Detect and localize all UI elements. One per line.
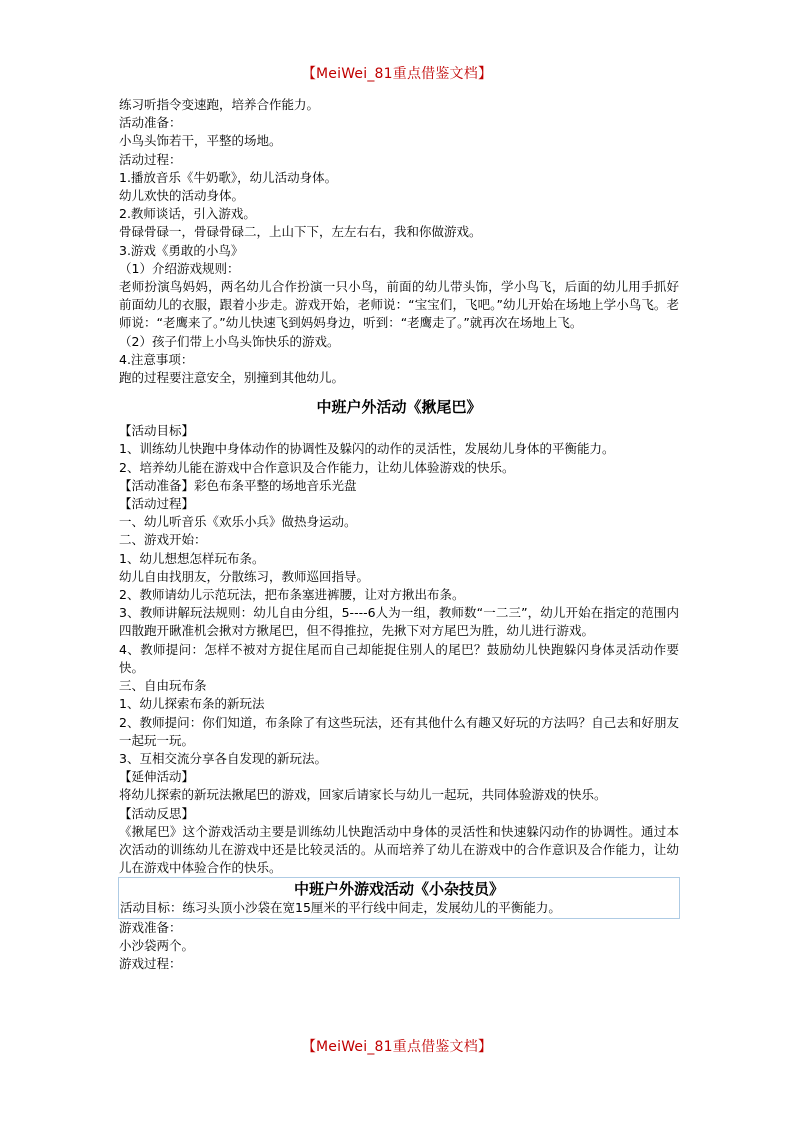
text-line: 4.注意事项： (119, 351, 194, 367)
text-line: 将幼儿探索的新玩法揪尾巴的游戏，回家后请家长与幼儿一起玩，共同体验游戏的快乐。 (119, 787, 607, 803)
text-line: 【延伸活动】 (119, 769, 195, 785)
text-line: 游戏准备： (119, 919, 182, 935)
text-line: 幼儿欢快的活动身体。 (119, 188, 245, 204)
text-line: 1.播放音乐《牛奶歌》，幼儿活动身体。 (119, 169, 338, 185)
text-line: 活动过程： (119, 151, 182, 167)
text-line: 二、游戏开始： (119, 532, 207, 548)
text-line: 1、幼儿想想怎样玩布条。 (119, 550, 265, 566)
page-header: 【MeiWei_81重点借鉴文档】 (301, 66, 493, 82)
text-line: 3.游戏《勇敢的小鸟》 (119, 242, 244, 258)
text-line: 活动准备： (119, 115, 182, 131)
text-line: 活动目标：练习头顶小沙袋在宽15厘米的平行线中间走，发展幼儿的平衡能力。 (120, 900, 561, 916)
text-line: 三、自由玩布条 (119, 678, 207, 694)
text-line: 1、训练幼儿快跑中身体动作的协调性及躲闪的动作的灵活性，发展幼儿身体的平衡能力。 (119, 441, 615, 457)
text-line: 【活动目标】 (119, 423, 195, 439)
text-line: 骨碌骨碌一，骨碌骨碌二，上山下下，左左右右，我和你做游戏。 (119, 224, 482, 240)
text-line: 【活动反思】 (119, 805, 195, 821)
text-line: （2）孩子们带上小鸟头饰快乐的游戏。 (119, 333, 340, 349)
page-footer: 【MeiWei_81重点借鉴文档】 (301, 1039, 493, 1055)
text-line: 游戏过程： (119, 955, 182, 971)
text-line: 2、教师请幼儿示范玩法，把布条塞进裤腰，让对方揪出布条。 (119, 587, 465, 603)
paragraph: 老师扮演鸟妈妈，两名幼儿合作扮演一只小鸟，前面的幼儿带头饰，学小鸟飞，后面的幼儿用手抓好前面幼儿的衣服，跟着小步走。游戏开始，老师说：“宝宝们，飞吧。”幼儿开始在场地上学小鸟飞。老师说：“老鹰来了。”幼儿快速飞到妈妈身边，听到：“老鹰走了。”就再次在场地上飞。 (119, 279, 679, 331)
paragraph: 4、教师提问：怎样不被对方捉住尾而自己却能捉住别人的尾巴？鼓励幼儿快跑躲闪身体灵活动作要快。 (119, 641, 679, 675)
text-line: 3、互相交流分享各自发现的新玩法。 (119, 750, 327, 766)
text-line: 【活动过程】 (119, 496, 195, 512)
text-line: 一、幼儿听音乐《欢乐小兵》做热身运动。 (119, 514, 357, 530)
text-line: 【活动准备】彩色布条平整的场地音乐光盘 (119, 477, 357, 493)
section-title: 中班户外活动《揪尾巴》 (316, 398, 482, 417)
document-body (119, 96, 679, 973)
text-line: 小鸟头饰若干，平整的场地。 (119, 133, 282, 149)
paragraph: 2、教师提问：你们知道，布条除了有这些玩法，还有其他什么有趣又好玩的方法吗？自己去和好朋友一起玩一玩。 (119, 714, 679, 748)
text-line: 跑的过程要注意安全，别撞到其他幼儿。 (119, 370, 345, 386)
text-line: 2.教师谈话，引入游戏。 (119, 206, 256, 222)
text-line: 2、培养幼儿能在游戏中合作意识及合作能力，让幼儿体验游戏的快乐。 (119, 459, 515, 475)
framed-block (118, 877, 680, 918)
paragraph: 《揪尾巴》这个游戏活动主要是训练幼儿快跑活动中身体的灵活性和快速躲闪动作的协调性。通过本次活动的训练幼儿在游戏中还是比较灵活的。从而培养了幼儿在游戏中的合作意识及合作能力，让幼儿在游戏中体验合作的快乐。 (119, 823, 679, 876)
text-line: （1）介绍游戏规则： (119, 260, 240, 276)
text-line: 幼儿自由找朋友，分散练习，教师巡回指导。 (119, 568, 370, 584)
text-line: 小沙袋两个。 (119, 937, 195, 953)
section-title: 中班户外游戏活动《小杂技员》 (293, 880, 504, 899)
text-line: 练习听指令变速跑，培养合作能力。 (119, 97, 320, 112)
paragraph: 3、教师讲解玩法规则：幼儿自由分组，5----6人为一组，教师数“一二三”，幼儿开始在指定的范围内四散跑开瞅准机会揪对方揪尾巴，但不得推拉，先揪下对方尾巴为胜，幼儿进行游戏。 (119, 605, 679, 639)
text-line: 1、幼儿探索布条的新玩法 (119, 696, 265, 712)
